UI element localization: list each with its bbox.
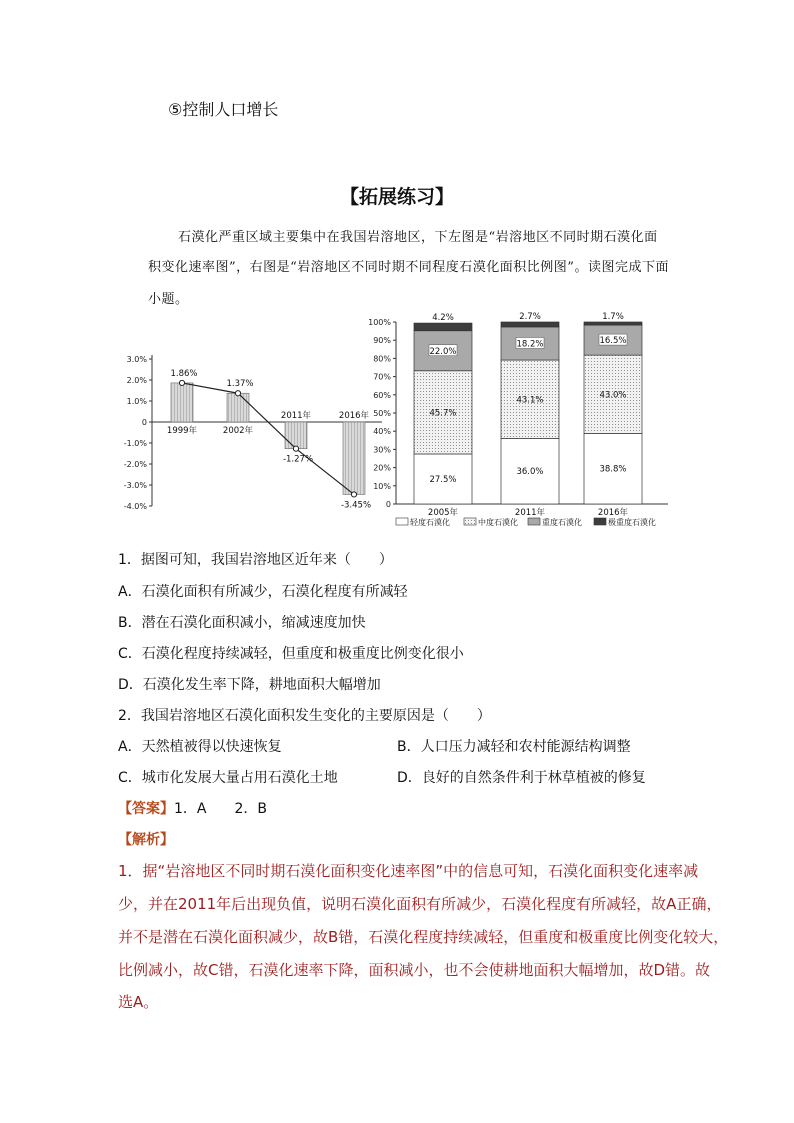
y-tick-label: 100% bbox=[368, 318, 391, 327]
x-category-label: 2016年 bbox=[597, 508, 629, 518]
ratio-value-label: 38.8% bbox=[599, 464, 627, 475]
legend-swatch bbox=[396, 518, 408, 525]
x-category-label: 1999年 bbox=[166, 426, 198, 436]
analysis-line-2: 少，并在2011年后出现负值，说明石漠化面积有所减少，石漠化程度有所减轻，故A正确， bbox=[118, 895, 722, 913]
x-category-label: 2011年 bbox=[514, 508, 546, 518]
rate-bar bbox=[285, 422, 307, 449]
legend-label: 极重度石漠化 bbox=[608, 518, 656, 527]
q1-option-b: B．潜在石漠化面积减小，缩减速度加快 bbox=[118, 615, 366, 631]
legend-label: 轻度石漠化 bbox=[410, 518, 450, 527]
ratio-value-label: 22.0% bbox=[429, 346, 457, 357]
ratio-segment bbox=[414, 323, 472, 331]
ratio-value-label: 45.7% bbox=[429, 408, 457, 419]
y-tick-label: 20% bbox=[373, 463, 391, 473]
y-tick-label: -2.0% bbox=[123, 460, 147, 469]
top-item: ⑤控制人口增长 bbox=[168, 100, 279, 119]
rate-point bbox=[293, 446, 298, 451]
legend-swatch bbox=[464, 518, 476, 525]
rate-point bbox=[235, 391, 240, 396]
answer-label: 【答案】 bbox=[118, 801, 174, 817]
legend-label: 重度石漠化 bbox=[542, 518, 582, 527]
answer-row bbox=[118, 799, 267, 819]
rate-point bbox=[179, 380, 184, 385]
x-category-label: 2011年 bbox=[280, 411, 312, 421]
x-category-label: 2002年 bbox=[222, 426, 254, 436]
x-category-label: 2005年 bbox=[427, 508, 459, 518]
legend-label: 中度石漠化 bbox=[478, 518, 518, 527]
rate-bar bbox=[171, 383, 193, 422]
ratio-value-label: 18.2% bbox=[516, 339, 544, 350]
y-tick-label: 80% bbox=[373, 354, 391, 364]
analysis-line-3: 并不是潜在石漠化面积减少，故B错，石漠化程度持续减轻，但重度和极重度比例变化较大， bbox=[118, 928, 729, 946]
y-tick-label: 50% bbox=[373, 409, 391, 418]
ratio-value-label: 4.2% bbox=[432, 313, 454, 324]
analysis-line-1: 1．据“岩溶地区不同时期石漠化面积变化速率图”中的信息可知，石漠化面积变化速率减 bbox=[118, 862, 699, 880]
y-tick-label: 3.0% bbox=[126, 355, 147, 364]
rate-value-label: -1.27% bbox=[282, 454, 314, 465]
q1-option-c: C．石漠化程度持续减轻，但重度和极重度比例变化很小 bbox=[118, 646, 464, 662]
rate-chart bbox=[120, 340, 388, 530]
y-tick-label: -4.0% bbox=[123, 502, 147, 511]
intro-line-3: 小题。 bbox=[148, 292, 189, 307]
legend-swatch bbox=[594, 518, 606, 525]
q2-stem: 2．我国岩溶地区石漠化面积发生变化的主要原因是（ ） bbox=[118, 708, 491, 724]
y-tick-label: -3.0% bbox=[123, 481, 147, 490]
legend-swatch bbox=[528, 518, 540, 525]
ratio-value-label: 43.1% bbox=[516, 395, 544, 406]
rate-trend-line bbox=[182, 383, 354, 495]
intro-line-1: 石漠化严重区域主要集中在我国岩溶地区，下左图是“岩溶地区不同时期石漠化面 bbox=[178, 230, 658, 245]
q1-option-d: D．石漠化发生率下降，耕地面积大幅增加 bbox=[118, 677, 381, 693]
y-tick-label: 1.0% bbox=[126, 397, 147, 406]
x-category-label: 2016年 bbox=[338, 411, 370, 421]
ratio-value-label: 43.0% bbox=[599, 390, 627, 401]
ratio-value-label: 1.7% bbox=[602, 312, 624, 322]
ratio-value-label: 27.5% bbox=[429, 474, 457, 485]
q1-stem: 1．据图可知，我国岩溶地区近年来（ ） bbox=[118, 552, 393, 568]
y-tick-label: 40% bbox=[373, 427, 391, 437]
ratio-value-label: 2.7% bbox=[519, 312, 541, 322]
answer-text: 1．A 2．B bbox=[174, 801, 267, 817]
rate-value-label: 1.37% bbox=[226, 379, 254, 390]
y-tick-label: 0 bbox=[385, 500, 391, 509]
q2-option-a: A．天然植被得以快速恢复 bbox=[118, 739, 282, 755]
ratio-segment bbox=[584, 322, 642, 325]
ratio-chart bbox=[368, 312, 678, 538]
rate-bar bbox=[343, 422, 365, 494]
y-tick-label: 0 bbox=[141, 418, 147, 427]
q2-option-c: C．城市化发展大量占用石漠化土地 bbox=[118, 770, 338, 786]
rate-point bbox=[351, 492, 356, 497]
ratio-value-label: 16.5% bbox=[599, 336, 627, 347]
q2-option-d: D．良好的自然条件利于林草植被的修复 bbox=[397, 770, 646, 786]
y-tick-label: 30% bbox=[373, 445, 391, 455]
ratio-value-label: 36.0% bbox=[516, 467, 544, 478]
y-tick-label: 70% bbox=[373, 372, 391, 382]
section-title: 【拓展练习】 bbox=[339, 186, 454, 208]
intro-line-2: 积变化速率图”，右图是“岩溶地区不同时期不同程度石漠化面积比例图”。读图完成下面 bbox=[148, 260, 669, 275]
q2-option-b: B．人口压力减轻和农村能源结构调整 bbox=[397, 739, 631, 755]
q1-option-a: A．石漠化面积有所减少，石漠化程度有所减轻 bbox=[118, 584, 408, 600]
y-tick-label: 60% bbox=[373, 390, 391, 400]
analysis-line-4: 比例减小，故C错，石漠化速率下降，面积减小，也不会使耕地面积大幅增加，故D错。故 bbox=[118, 961, 711, 979]
y-tick-label: 10% bbox=[373, 481, 391, 491]
y-tick-label: -1.0% bbox=[123, 439, 147, 448]
analysis-label: 【解析】 bbox=[118, 832, 174, 848]
y-tick-label: 90% bbox=[373, 336, 391, 346]
y-tick-label: 2.0% bbox=[126, 376, 147, 385]
analysis-line-5: 选A。 bbox=[118, 993, 159, 1011]
ratio-segment bbox=[501, 322, 559, 327]
rate-bar bbox=[227, 393, 249, 422]
rate-value-label: -3.45% bbox=[340, 500, 372, 511]
rate-value-label: 1.86% bbox=[170, 368, 198, 379]
